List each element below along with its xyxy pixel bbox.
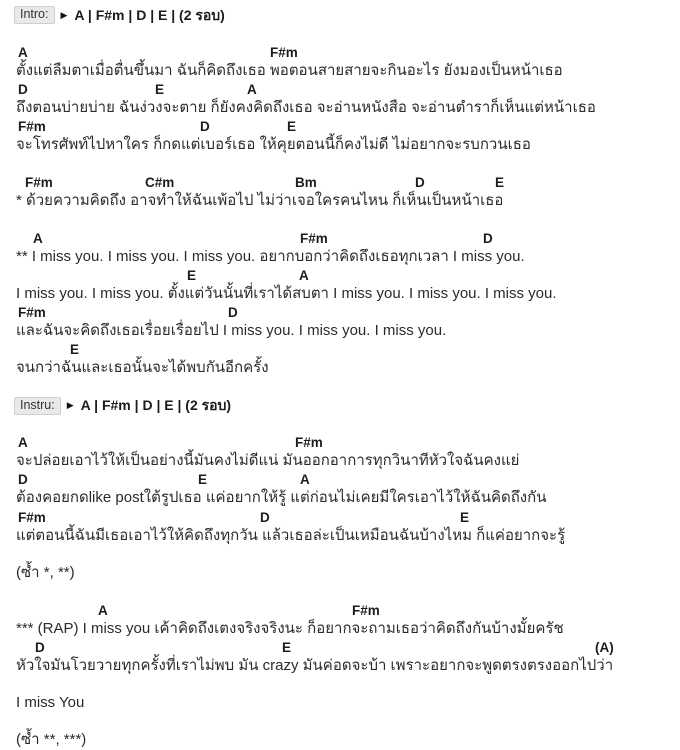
chord-label: (A) <box>595 639 614 655</box>
chord-label: A <box>247 81 257 97</box>
chord-line <box>0 471 680 490</box>
blank-line <box>0 378 680 397</box>
chord-line <box>0 266 680 285</box>
chord-label: E <box>495 174 505 190</box>
chord-line <box>0 508 680 527</box>
chord-label: A <box>98 602 108 618</box>
chord-label: D <box>18 81 28 97</box>
lyric-line: (ซ้ำ *, **) <box>16 563 75 581</box>
chord-label: F#m <box>295 435 323 451</box>
chord-label: D <box>228 305 238 320</box>
chord-label: E <box>198 472 208 488</box>
chord-line <box>0 601 680 620</box>
chord-label: A <box>299 267 309 283</box>
blank-line <box>0 675 680 694</box>
blank-line <box>0 415 680 434</box>
chord-label: A <box>33 230 43 246</box>
chord-label: D <box>483 230 493 246</box>
section-label: Intro: <box>14 6 55 24</box>
lyric-line: I miss You <box>16 693 85 711</box>
chord-label: D <box>415 174 425 190</box>
chord-line <box>0 173 680 192</box>
chord-label: E <box>460 509 470 525</box>
chord-label: E <box>155 81 165 97</box>
chord-line <box>0 43 680 62</box>
chord-label: D <box>260 509 270 525</box>
section-label: Instru: <box>14 397 61 415</box>
chord-label: E <box>70 342 80 358</box>
chord-label: F#m <box>25 174 53 190</box>
chord-line <box>0 638 680 657</box>
lyric-line: หัวใจมันโวยวายทุกครั้งที่เราไม่พบ มัน crazy มันค่อดจะบ้า เพราะอยากจะพูดตรงตรงออกไปว่า <box>16 656 614 674</box>
section-chord-progression: A | F#m | D | E | (2 รอบ) <box>74 7 225 23</box>
chord-label: A <box>300 472 310 488</box>
lyric-line: ** I miss you. I miss you. I miss you. อยากบอกว่าคิดถึงเธอทุกเวลา I miss you. <box>16 247 525 265</box>
chord-label: C#m <box>145 174 175 190</box>
chord-label: E <box>287 119 297 135</box>
chord-label: E <box>282 639 292 655</box>
chord-label: Bm <box>295 174 317 190</box>
blank-line <box>0 713 680 732</box>
blank-line <box>0 211 680 230</box>
chord-label: D <box>18 472 28 488</box>
chord-line <box>0 304 680 323</box>
chord-label: F#m <box>18 305 46 320</box>
section-header <box>0 396 680 415</box>
chord-line <box>0 341 680 360</box>
blank-line <box>0 25 680 44</box>
section-chord-progression: A | F#m | D | E | (2 รอบ) <box>80 397 232 414</box>
lyric-line: * ด้วยความคิดถึง อาจทำให้ฉันเพ้อไป ไม่ว่าเจอใครคนไหน ก็เห็นเป็นหน้าเธอ <box>16 191 504 209</box>
chord-label: F#m <box>270 44 298 60</box>
chord-label: F#m <box>18 509 46 525</box>
chord-line <box>0 80 680 99</box>
lyric-line: I miss you. I miss you. ตั้งแต่วันนั้นที่เราได้สบตา I miss you. I miss you. I miss you. <box>16 284 557 302</box>
chord-label: A <box>18 44 28 60</box>
lyric-line: แต่ตอนนี้ฉันมีเธอเอาไว้ให้คิดถึงทุกวัน แล้วเธอล่ะเป็นเหมือนฉันบ้างไหม ก็แค่อยากจะรู้ <box>16 526 566 544</box>
blank-line <box>0 582 680 601</box>
chord-label: F#m <box>352 602 380 618</box>
section-header <box>0 6 680 25</box>
chord-line <box>0 229 680 248</box>
chord-label: D <box>35 639 45 655</box>
chord-line <box>0 434 680 453</box>
blank-line <box>0 155 680 174</box>
chord-line <box>0 118 680 137</box>
chord-label: F#m <box>300 230 328 246</box>
lyric-line: *** (RAP) I miss you เค้าคิดถึงเตงจริงจริงนะ ก็อยากจะถามเธอว่าคิดถึงกันบ้างมั้ยครัช <box>16 619 564 637</box>
lyric-line: จนกว่าฉันและเธอนั้นจะได้พบกันอีกครั้ง <box>16 359 269 377</box>
play-icon[interactable]: ▶ <box>60 10 68 20</box>
lyric-line: จะโทรศัพท์ไปหาใคร ก็กดแต่เบอร์เธอ ให้คุยตอนนี้ก็คงไม่ดี ไม่อยากจะรบกวนเธอ <box>16 136 531 154</box>
chord-label: F#m <box>18 119 46 135</box>
lyric-line: ถึงตอนบ่ายบ่าย ฉันง่วงจะตาย ก็ยังคงคิดถึงเธอ จะอ่านหนังสือ จะอ่านตำราก็เห็นแต่หน้าเธอ <box>16 98 596 116</box>
lyric-line: ต้องคอยกดlike postใต้รูปเธอ แค่อยากให้รู้ แต่ก่อนไม่เคยมีใครเอาไว้ให้ฉันคิดถึงกัน <box>16 489 547 507</box>
blank-line <box>0 545 680 564</box>
chord-label: E <box>187 267 197 283</box>
chord-label: A <box>18 435 28 451</box>
lyric-line: จะปล่อยเอาไว้ให้เป็นอย่างนี้มันคงไม่ดีแน่ มันออกอาการทุกวินาทีหัวใจฉันคงแย่ <box>16 452 520 470</box>
chord-label: D <box>200 119 210 135</box>
play-icon[interactable]: ▶ <box>66 400 74 411</box>
lyric-line: (ซ้ำ **, ***) <box>16 731 87 749</box>
lyric-line: ตั้งแต่ลืมตาเมื่อตื่นขึ้นมา ฉันก็คิดถึงเธอ พอตอนสายสายจะกินอะไร ยังมองเป็นหน้าเธอ <box>16 61 563 79</box>
lyric-line: และฉันจะคิดถึงเธอเรื่อยเรื่อยไป I miss you. I miss you. I miss you. <box>16 322 447 340</box>
